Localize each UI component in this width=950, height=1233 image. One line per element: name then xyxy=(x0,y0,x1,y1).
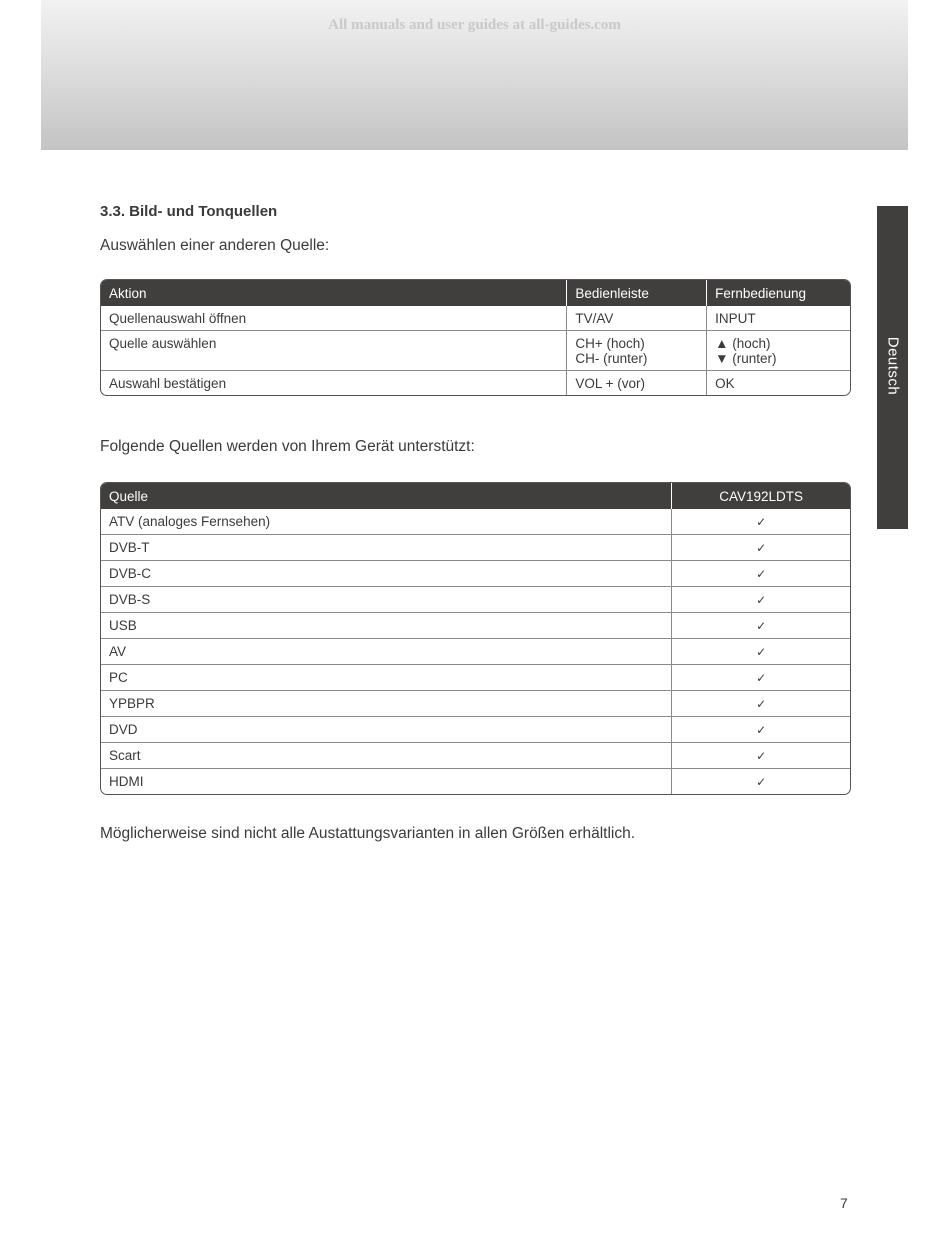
table-row xyxy=(101,612,850,638)
checkmark-icon: ✓ xyxy=(756,567,767,581)
source-name: DVB-T xyxy=(101,534,672,560)
cell-bedienleiste xyxy=(567,306,707,330)
source-name: HDMI xyxy=(101,768,672,794)
watermark: All manuals and user guides at all-guides.com xyxy=(328,17,621,33)
table-row xyxy=(101,690,850,716)
table-row xyxy=(101,716,850,742)
checkmark-icon: ✓ xyxy=(756,723,767,737)
table-row xyxy=(101,330,850,370)
cell-fernbedienung xyxy=(707,330,850,370)
table-row xyxy=(101,370,850,395)
controls-table-header-row xyxy=(101,280,850,306)
cell-line: ▼ (runter) xyxy=(715,351,777,366)
controls-header-aktion: Aktion xyxy=(101,280,567,306)
source-name: Scart xyxy=(101,742,672,768)
table-row xyxy=(101,534,850,560)
sources-intro: Folgende Quellen werden von Ihrem Gerät unterstützt: xyxy=(100,438,475,455)
checkmark-icon: ✓ xyxy=(756,697,767,711)
table-row xyxy=(101,586,850,612)
sources-header-model: CAV192LDTS xyxy=(672,483,850,509)
source-name: DVB-S xyxy=(101,586,672,612)
controls-header-fernbedienung: Fernbedienung xyxy=(707,280,850,306)
cell-line: INPUT xyxy=(715,311,756,326)
sources-table xyxy=(100,482,851,795)
table-row xyxy=(101,638,850,664)
checkmark-icon: ✓ xyxy=(756,619,767,633)
checkmark-icon: ✓ xyxy=(756,645,767,659)
checkmark-icon: ✓ xyxy=(756,671,767,685)
table-row xyxy=(101,509,850,534)
cell-bedienleiste xyxy=(567,370,707,395)
cell-line: ▲ (hoch) xyxy=(715,336,771,351)
source-name: AV xyxy=(101,638,672,664)
page-number: 7 xyxy=(840,1195,848,1211)
table-row xyxy=(101,768,850,794)
source-name: ATV (analoges Fernsehen) xyxy=(101,509,672,534)
cell-line: TV/AV xyxy=(575,311,614,326)
source-name: DVD xyxy=(101,716,672,742)
cell-line: OK xyxy=(715,376,735,391)
section-intro: Auswählen einer anderen Quelle: xyxy=(100,237,330,254)
table-row xyxy=(101,742,850,768)
source-name: USB xyxy=(101,612,672,638)
source-name: DVB-C xyxy=(101,560,672,586)
cell-line: CH- (runter) xyxy=(575,351,648,366)
cell-bedienleiste xyxy=(567,330,707,370)
cell-aktion: Auswahl bestätigen xyxy=(101,370,567,395)
source-name: PC xyxy=(101,664,672,690)
checkmark-icon: ✓ xyxy=(756,749,767,763)
table-row xyxy=(101,306,850,330)
table-row xyxy=(101,560,850,586)
controls-table xyxy=(100,279,851,396)
header-band xyxy=(41,0,908,150)
cell-aktion: Quellenauswahl öffnen xyxy=(101,306,567,330)
language-side-tab xyxy=(877,206,908,529)
table-row xyxy=(101,664,850,690)
checkmark-icon: ✓ xyxy=(756,593,767,607)
cell-line: CH+ (hoch) xyxy=(575,336,645,351)
checkmark-icon: ✓ xyxy=(756,775,767,789)
language-side-tab-label: Deutsch xyxy=(884,336,901,396)
cell-fernbedienung xyxy=(707,370,850,395)
checkmark-icon: ✓ xyxy=(756,515,767,529)
availability-footnote: Möglicherweise sind nicht alle Austattungsvarianten in allen Größen erhältlich. xyxy=(100,825,636,842)
section-heading: 3.3. Bild- und Tonquellen xyxy=(100,203,278,220)
source-name: YPBPR xyxy=(101,690,672,716)
controls-header-bedienleiste: Bedienleiste xyxy=(567,280,707,306)
sources-table-header-row xyxy=(101,483,850,509)
sources-header-quelle: Quelle xyxy=(101,483,672,509)
cell-fernbedienung xyxy=(707,306,850,330)
cell-aktion: Quelle auswählen xyxy=(101,330,567,370)
checkmark-icon: ✓ xyxy=(756,541,767,555)
cell-line: VOL + (vor) xyxy=(575,376,646,391)
